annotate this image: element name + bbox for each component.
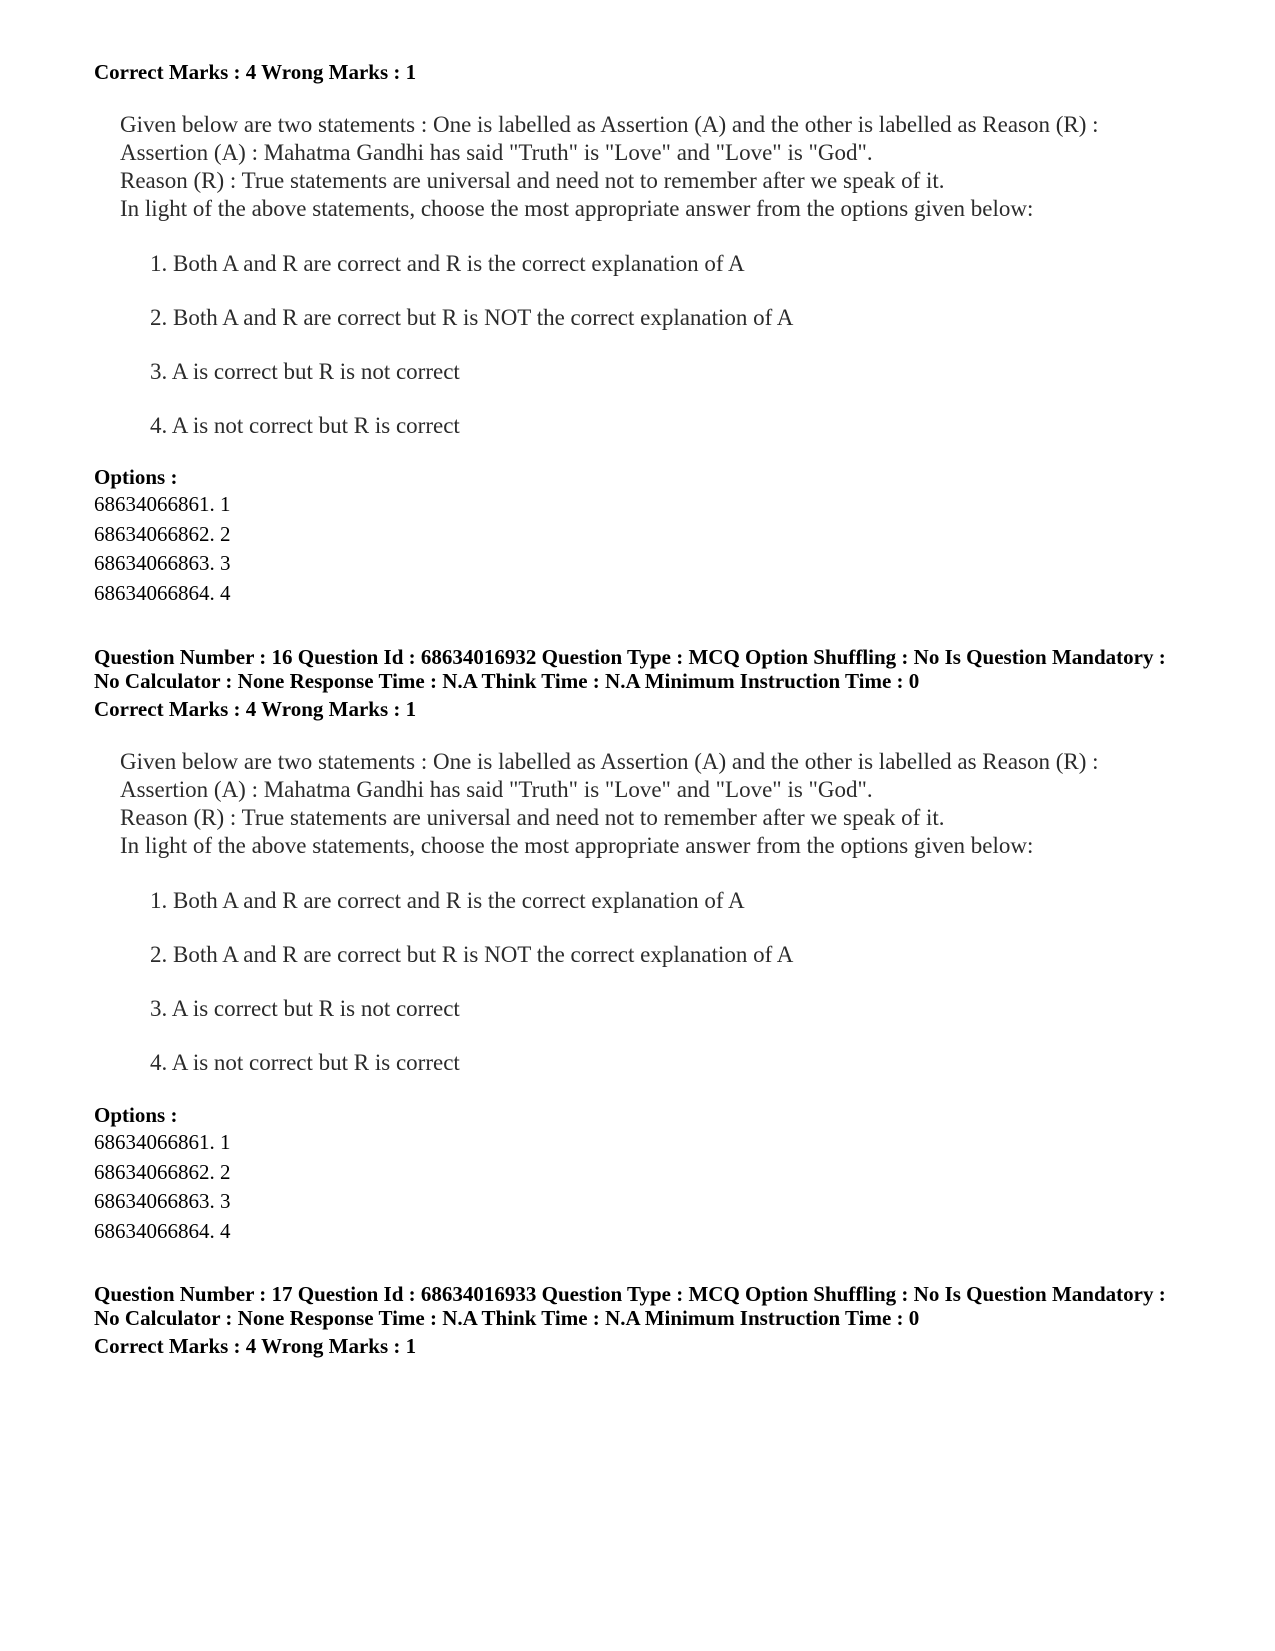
option-item: 68634066862. 2 <box>94 1159 231 1184</box>
statement-intro: Given below are two statements : One is labelled as Assertion (A) and the other is labelled as Reason (R) : <box>120 749 1099 774</box>
options-label: Options : <box>94 1103 178 1127</box>
statement-assertion: Assertion (A) : Mahatma Gandhi has said "Truth" is "Love" and "Love" is "God". <box>120 777 873 802</box>
option-item: 68634066863. 3 <box>94 1189 231 1213</box>
choice-item: 2. Both A and R are correct but R is NOT the correct explanation of A <box>150 305 794 330</box>
choice-item: 3. A is correct but R is not correct <box>150 996 460 1021</box>
question-header-line2: No Calculator : None Response Time : N.A Think Time : N.A Minimum Instruction Time : 0 <box>94 1306 920 1330</box>
option-item: 68634066862. 2 <box>94 521 231 546</box>
choice-item: 4. A is not correct but R is correct <box>150 413 460 438</box>
statement-intro: Given below are two statements : One is labelled as Assertion (A) and the other is labelled as Reason (R) : <box>120 112 1099 137</box>
options-list <box>94 1128 231 1246</box>
question-header-line1: Question Number : 17 Question Id : 68634016933 Question Type : MCQ Option Shuffling : No Is Question Mandatory : <box>94 1282 1166 1306</box>
question-header-line2: No Calculator : None Response Time : N.A Think Time : N.A Minimum Instruction Time : 0 <box>94 669 920 693</box>
choice-item: 2. Both A and R are correct but R is NOT the correct explanation of A <box>150 942 794 967</box>
statement-instruction: In light of the above statements, choose the most appropriate answer from the options given below: <box>120 833 1034 858</box>
choice-item: 1. Both A and R are correct and R is the correct explanation of A <box>150 251 745 276</box>
choice-item: 3. A is correct but R is not correct <box>150 359 460 384</box>
marks-line: Correct Marks : 4 Wrong Marks : 1 <box>94 697 417 721</box>
choice-item: 1. Both A and R are correct and R is the correct explanation of A <box>150 888 745 913</box>
question-body <box>120 748 1099 1075</box>
marks-line: Correct Marks : 4 Wrong Marks : 1 <box>94 1334 417 1358</box>
options-label: Options : <box>94 465 178 489</box>
option-item: 68634066861. 1 <box>94 492 231 516</box>
options-list <box>94 490 231 608</box>
statement-instruction: In light of the above statements, choose the most appropriate answer from the options given below: <box>120 196 1034 221</box>
statement-reason: Reason (R) : True statements are universal and need not to remember after we speak of it. <box>120 168 945 193</box>
choice-item: 4. A is not correct but R is correct <box>150 1050 460 1075</box>
question-body <box>120 111 1099 438</box>
marks-line: Correct Marks : 4 Wrong Marks : 1 <box>94 60 417 84</box>
option-item: 68634066864. 4 <box>94 1218 231 1243</box>
option-item: 68634066861. 1 <box>94 1130 231 1154</box>
question-header-line1: Question Number : 16 Question Id : 68634016932 Question Type : MCQ Option Shuffling : No Is Question Mandatory : <box>94 645 1166 669</box>
statement-assertion: Assertion (A) : Mahatma Gandhi has said "Truth" is "Love" and "Love" is "God". <box>120 140 873 165</box>
option-item: 68634066864. 4 <box>94 580 231 605</box>
statement-reason: Reason (R) : True statements are universal and need not to remember after we speak of it. <box>120 805 945 830</box>
option-item: 68634066863. 3 <box>94 551 231 575</box>
